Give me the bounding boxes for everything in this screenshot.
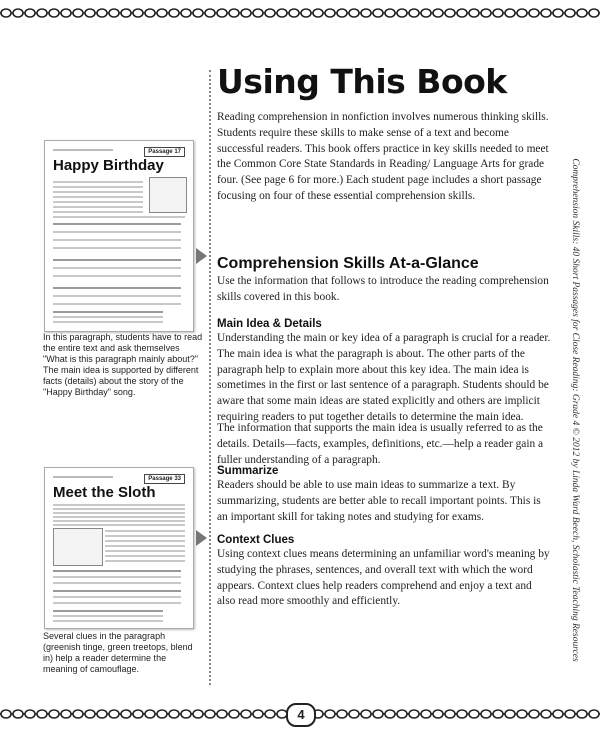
text-line — [53, 259, 181, 261]
skill-heading-main-idea: Main Idea & Details — [217, 318, 322, 330]
skill-paragraph: Using context clues means determining an unfamiliar word's meaning by studying the phrases, sentences, and overall text with which the word appears. Context clues help readers comprehend and enjoy a text and also read more smoothly and efficiently. — [217, 548, 550, 608]
text-line — [105, 555, 185, 557]
arrow-pointer-icon — [196, 248, 207, 264]
text-line — [53, 211, 143, 213]
skill-paragraph: Readers should be able to use main ideas to summarize a text. By summarizing, students are better able to recall important points. This is an important skill for taking notes and studying for exams. — [217, 479, 541, 523]
text-line — [53, 311, 163, 313]
example-caption: In this paragraph, students have to read the entire text and ask themselves "What is this paragraph mainly about?" The main idea is supported by different facts (details) about the story of the "Happy Birthday" song. — [43, 332, 203, 397]
text-line — [53, 287, 181, 289]
text-line — [53, 620, 163, 622]
top-decorative-border — [0, 6, 600, 20]
passage-label: Passage 17 — [144, 147, 185, 157]
text-line — [53, 615, 163, 617]
thumbnail-name-line — [53, 149, 113, 151]
text-line — [53, 508, 185, 510]
text-line — [53, 267, 181, 269]
text-line — [53, 247, 181, 249]
text-line — [53, 610, 163, 612]
text-line — [105, 550, 185, 552]
text-line — [53, 223, 181, 225]
text-line — [53, 196, 143, 198]
skill-paragraph: The information that supports the main idea is usually referred to as the details. Details—facts, examples, definitions, etc.—help a reader gain a fuller understanding of a paragraph. — [217, 422, 544, 466]
text-line — [53, 206, 143, 208]
text-line — [53, 570, 181, 572]
text-line — [53, 275, 181, 277]
section-intro: Use the information that follows to introduce the reading comprehension skills covered in this book. — [217, 275, 549, 303]
cake-illustration — [149, 177, 187, 213]
text-line — [53, 316, 163, 318]
example-caption: Several clues in the paragraph (greenish tinge, green treetops, blend in) help a reader determine the meaning of camouflage. — [43, 631, 193, 674]
text-line — [53, 516, 185, 518]
text-line — [53, 239, 181, 241]
text-line — [53, 582, 181, 584]
text-line — [53, 231, 181, 233]
text-line — [53, 216, 185, 218]
thumbnail-title: Meet the Sloth — [53, 484, 156, 501]
arrow-pointer-icon — [196, 530, 207, 546]
text-line — [53, 186, 143, 188]
copyright-credit: Comprehension Skills: 40 Short Passages for Close Reading: Grade 4 © 2012 by Linda Ward Beech, Scholastic Teaching Resources — [570, 158, 580, 662]
skill-heading-summarize: Summarize — [217, 465, 279, 477]
page-title: Using This Book — [217, 62, 507, 101]
text-line — [105, 545, 185, 547]
text-line — [105, 540, 185, 542]
skill-heading-context-clues: Context Clues — [217, 534, 295, 546]
text-line — [53, 201, 143, 203]
sloth-illustration — [53, 528, 103, 566]
text-line — [53, 590, 181, 592]
section-heading: Comprehension Skills At-a-Glance — [217, 255, 479, 272]
text-line — [53, 602, 181, 604]
example-page-thumbnail-happy-birthday — [44, 140, 194, 332]
text-line — [53, 181, 143, 183]
text-line — [53, 520, 185, 522]
skill-paragraph: Understanding the main or key idea of a paragraph is crucial for a reader. The main idea is what the paragraph is about. The other parts of the paragraph help to explain more about this key idea. The main idea is sometimes in the first or last sentence of a paragraph. Students should be aware that some main ideas are stated explicitly and others are implicit requiring readers to put together details to determine the main idea. — [217, 332, 551, 423]
example-page-thumbnail-meet-the-sloth — [44, 467, 194, 629]
passage-label: Passage 33 — [144, 474, 185, 484]
text-line — [53, 576, 181, 578]
text-line — [53, 596, 181, 598]
text-line — [53, 524, 185, 526]
text-line — [53, 321, 163, 323]
text-line — [105, 530, 185, 532]
intro-paragraph: Reading comprehension in nonfiction involves numerous thinking skills. Students require these skills to make sense of a text and become successful readers. This book offers practice in key skills needed to meet the Common Core State Standards in Reading/ Language Arts for grade four. (See page 6 for more.) Each student page includes a short passage focusing on four of these essential comprehension skills. — [217, 111, 549, 202]
column-divider — [209, 70, 211, 685]
text-line — [53, 504, 185, 506]
text-line — [53, 303, 181, 305]
text-line — [53, 295, 181, 297]
thumbnail-title: Happy Birthday — [53, 157, 164, 174]
text-line — [105, 560, 185, 562]
text-line — [53, 512, 185, 514]
page-number: 4 — [286, 703, 316, 727]
text-line — [105, 535, 185, 537]
thumbnail-name-line — [53, 476, 113, 478]
text-line — [53, 191, 143, 193]
